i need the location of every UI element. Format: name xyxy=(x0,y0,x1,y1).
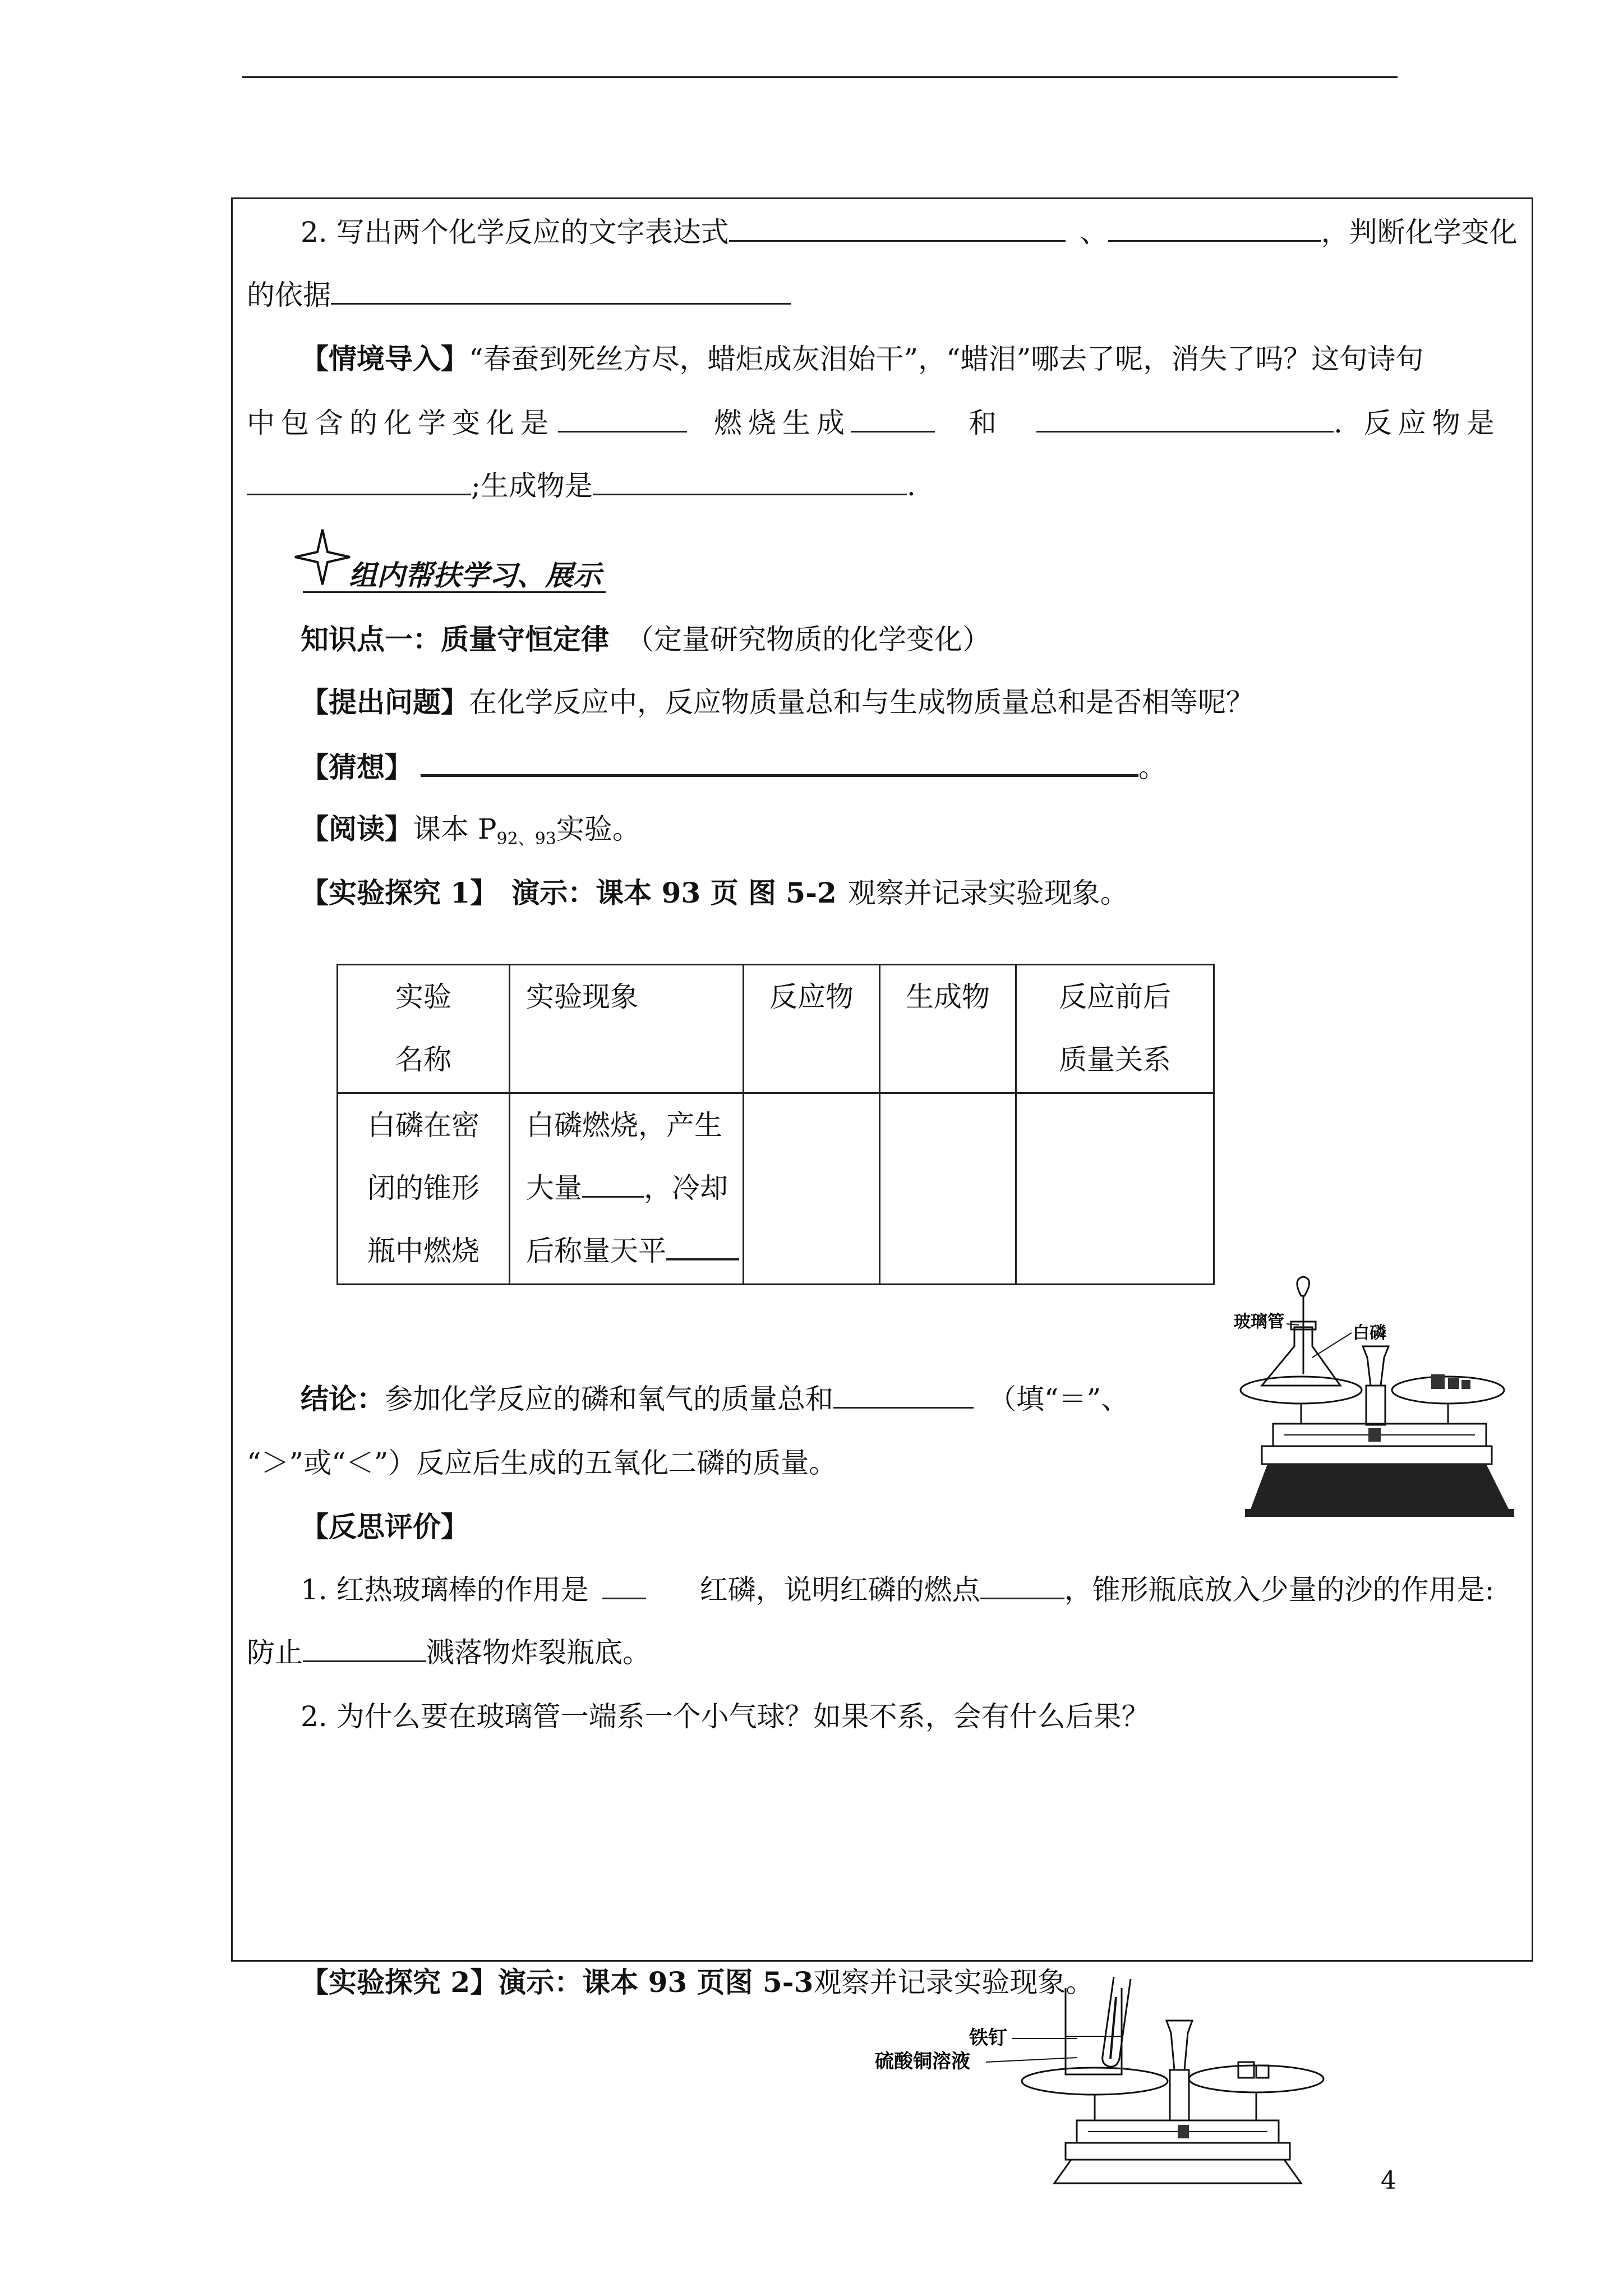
reflection-q1c: ，锥形瓶底放入少量的沙的作用是: xyxy=(1064,1573,1495,1606)
table-header-row xyxy=(338,965,1214,1093)
situation-text2d: . 反应物是 xyxy=(1334,407,1501,439)
reflection-q1d: 防止 xyxy=(247,1636,303,1669)
situation-text3a: ;生成物是 xyxy=(471,470,593,502)
reactant-blank[interactable] xyxy=(247,468,471,495)
reflection-q1-line2 xyxy=(247,1635,651,1671)
situation-line3 xyxy=(247,468,916,504)
situation-line1 xyxy=(301,341,1423,377)
cell-text: 大量 xyxy=(526,1172,582,1204)
exp2-tag: 【实验探究 2】 xyxy=(301,1966,499,1999)
reflection-q1-line1 xyxy=(301,1572,1494,1608)
header-text: 实验 xyxy=(395,981,451,1013)
question-tag: 【提出问题】 xyxy=(301,685,469,719)
exp1-line xyxy=(301,875,1128,911)
conclusion-line2 xyxy=(247,1445,837,1481)
header-product xyxy=(880,965,1016,1093)
header-mass-relation xyxy=(1016,965,1214,1093)
reading-text-b: 实验。 xyxy=(556,813,640,845)
balance-flask-figure xyxy=(1228,1273,1520,1537)
cell-text: 闭的锥形 xyxy=(367,1172,479,1204)
cell-text: 白磷燃烧，产生 xyxy=(526,1109,722,1142)
q2-line1 xyxy=(301,214,1518,250)
page-number: 4 xyxy=(1381,2166,1396,2195)
cell-experiment-name xyxy=(338,1093,510,1285)
situation-text2a: 中包含的化学变化是 xyxy=(247,407,555,439)
guess-line xyxy=(301,748,1166,785)
exp1-tag: 【实验探究 1】 xyxy=(301,876,499,909)
header-experiment-name xyxy=(338,965,510,1093)
reflection-blank-2[interactable] xyxy=(980,1572,1064,1599)
q2-suffix: ，判断化学变化 xyxy=(1321,216,1518,249)
cell-text: ，冷却 xyxy=(644,1172,728,1204)
label-copper-sulfate: 硫酸铜溶液 xyxy=(875,2050,970,2073)
header-reactant xyxy=(744,965,880,1093)
conclusion-blank[interactable] xyxy=(833,1381,974,1409)
conclusion-line1 xyxy=(301,1381,1129,1417)
cell-text: 瓶中燃烧 xyxy=(367,1235,479,1267)
header-text: 实验现象 xyxy=(526,981,638,1013)
product-blank[interactable] xyxy=(593,468,907,495)
reading-pages: 92、93 xyxy=(496,829,556,849)
situation-text1: “春蚕到死丝方尽，蜡炬成灰泪始干”，“蜡泪”哪去了呢，消失了吗？这句诗句 xyxy=(469,343,1424,375)
situation-blank-1[interactable] xyxy=(558,405,687,432)
header-phenomenon xyxy=(510,965,744,1093)
group-heading-underline xyxy=(303,591,606,593)
knowledge-line xyxy=(301,622,990,657)
q2-basis-label: 的依据 xyxy=(247,279,331,311)
label-white-phosphorus: 白磷 xyxy=(1353,1323,1386,1343)
situation-text3b: . xyxy=(906,470,916,502)
header-text: 名称 xyxy=(395,1043,451,1076)
reflection-q2: 2. 为什么要在玻璃管一端系一个小气球？如果不系，会有什么后果？ xyxy=(301,1700,1150,1733)
q2-prefix: 2. 写出两个化学反应的文字表达式 xyxy=(301,216,729,249)
reflection-tag: 【反思评价】 xyxy=(301,1510,469,1543)
situation-text2b: 燃烧生成 xyxy=(714,407,851,439)
exp1-text: 观察并记录实验现象。 xyxy=(847,877,1128,909)
cell-text: 白磷在密 xyxy=(367,1109,479,1142)
situation-blank-2[interactable] xyxy=(851,405,935,432)
star-icon xyxy=(292,526,353,588)
label-iron-nail: 铁钉 xyxy=(969,2027,1007,2049)
cell-text-line2 xyxy=(526,1157,743,1220)
balance-beaker-figure xyxy=(864,1975,1368,2188)
conclusion-text1a: 参加化学反应的磷和氧气的质量总和 xyxy=(385,1383,833,1415)
reflection-blank-3[interactable] xyxy=(303,1635,426,1662)
header-text: 反应前后 xyxy=(1059,981,1171,1013)
conclusion-tag: 结论： xyxy=(301,1382,385,1415)
cell-product[interactable] xyxy=(880,1093,1016,1285)
exp1-bold-text: 演示：课本 93 页 图 5-2 xyxy=(511,876,837,909)
header-rule xyxy=(242,76,1398,78)
situation-text2c: 和 xyxy=(969,407,1003,439)
question-line xyxy=(301,684,1254,720)
conclusion-text2: “＞”或“＜”）反应后生成的五氧化二磷的质量。 xyxy=(247,1447,837,1479)
exp2-bold-text: 演示：课本 93 页图 5-3 xyxy=(498,1966,814,1999)
q2-blank-2[interactable] xyxy=(1108,214,1321,242)
group-heading: 组内帮扶学习、展示 xyxy=(349,559,601,592)
knowledge-note: （定量研究物质的化学变化） xyxy=(626,623,990,656)
q2-line2 xyxy=(247,277,791,313)
reading-text-a: 课本 P xyxy=(413,813,497,845)
cell-reactant[interactable] xyxy=(744,1093,880,1285)
cell-text: 后称量天平 xyxy=(526,1235,666,1267)
experiment-table xyxy=(336,964,1215,1285)
phenomenon-blank[interactable] xyxy=(582,1170,644,1198)
guess-blank[interactable] xyxy=(421,748,1138,777)
reading-line xyxy=(301,811,640,857)
table-row xyxy=(338,1093,1214,1285)
guess-end: 。 xyxy=(1138,751,1166,784)
q2-blank-1[interactable] xyxy=(729,214,1066,242)
label-glass-tube: 玻璃管 xyxy=(1234,1312,1284,1332)
exp2-text: 观察并记录实验现象。 xyxy=(813,1966,1094,1999)
reflection-q1e: 溅落物炸裂瓶底。 xyxy=(426,1636,651,1669)
conclusion-text1b: （填“＝”、 xyxy=(988,1383,1129,1415)
reflection-q1a: 1. 红热玻璃棒的作用是 xyxy=(301,1573,589,1606)
guess-tag: 【猜想】 xyxy=(301,751,413,784)
cell-text-line3 xyxy=(526,1220,743,1282)
q2-sep: 、 xyxy=(1080,216,1108,249)
cell-mass-relation[interactable] xyxy=(1016,1093,1214,1285)
situation-blank-3[interactable] xyxy=(1036,405,1334,432)
question-text: 在化学反应中，反应物质量总和与生成物质量总和是否相等呢？ xyxy=(469,686,1254,719)
balance-blank[interactable] xyxy=(666,1232,739,1260)
situation-line2 xyxy=(247,405,1501,441)
reflection-q1b: 红磷，说明红磷的燃点 xyxy=(699,1573,980,1606)
situation-tag: 【情境导入】 xyxy=(301,342,469,375)
reflection-blank-1[interactable] xyxy=(602,1572,646,1599)
header-text: 生成物 xyxy=(906,981,990,1013)
knowledge-label: 知识点一：质量守恒定律 xyxy=(301,623,609,656)
header-text: 质量关系 xyxy=(1059,1043,1171,1076)
q2-basis-blank[interactable] xyxy=(331,277,791,305)
cell-phenomenon xyxy=(510,1093,744,1285)
reading-tag: 【阅读】 xyxy=(301,812,413,845)
header-text: 反应物 xyxy=(769,981,854,1013)
